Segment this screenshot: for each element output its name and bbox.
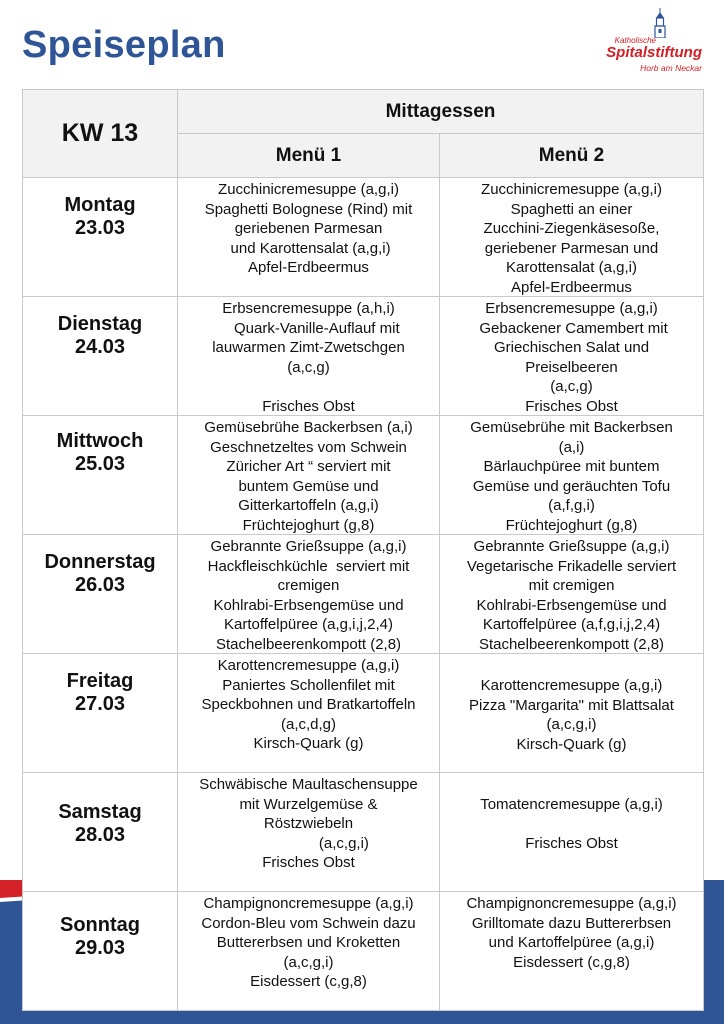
menu-line: Champignoncremesuppe (a,g,i) — [203, 895, 414, 912]
menu2-cell — [440, 892, 704, 1011]
meal-header: Mittagessen — [178, 90, 704, 134]
logo-line-3: Horb am Neckar — [640, 63, 702, 73]
menu-line: mit cremigen — [528, 577, 615, 595]
menu-line: Hackfleischküchle serviert mit — [207, 557, 410, 575]
menu-line: Erbsencremesuppe (a,h,i) — [222, 300, 395, 317]
menu-line: Karottensalat (a,g,i) — [506, 259, 637, 277]
menu-line: Karottencremesuppe (a,g,i) — [217, 657, 400, 674]
menu-table — [22, 89, 704, 1011]
menu-line: Frisches Obst — [262, 854, 355, 872]
menu-line: Gemüsebrühe Backerbsen (a,i) — [204, 419, 413, 436]
day-label — [23, 297, 178, 416]
menu2-cell — [440, 416, 704, 535]
week-label: KW 13 — [23, 90, 178, 178]
menu-line: Vegetarische Frikadelle serviert — [466, 557, 677, 575]
menu-line: mit Wurzelgemüse & — [239, 795, 378, 813]
day-date: 24.03 — [74, 336, 126, 358]
day-row-montag — [23, 178, 704, 297]
menu-line: Gebackener Camembert mit — [475, 319, 668, 337]
menu-line: Früchtejoghurt (g,8) — [242, 516, 375, 534]
menu1-header: Menü 1 — [178, 134, 440, 178]
menu-line — [440, 815, 703, 835]
menu-line: Eisdessert (c,g,8) — [513, 953, 630, 971]
day-date: 28.03 — [74, 824, 126, 846]
menu1-cell — [178, 535, 440, 654]
menu-line: lauwarmen Zimt-Zwetschgen — [212, 339, 405, 357]
menu-line: Kirsch-Quark (g) — [516, 735, 627, 753]
menu2-cell — [440, 178, 704, 297]
menu-line: Zucchinicremesuppe (a,g,i) — [481, 181, 662, 198]
menu1-cell — [178, 892, 440, 1011]
day-date: 26.03 — [74, 574, 126, 596]
day-label — [23, 773, 178, 892]
menu-line: Tomatencremesuppe (a,g,i) — [480, 796, 663, 813]
menu-line: Buttererbsen und Kroketten — [216, 934, 401, 952]
day-row-dienstag — [23, 297, 704, 416]
menu1-cell — [178, 416, 440, 535]
day-name: Samstag — [58, 801, 142, 823]
menu-line: (a,c,g,i) — [546, 716, 597, 734]
menu-line: Preiselbeeren — [525, 358, 618, 376]
menu-line: Gitterkartoffeln (a,g,i) — [238, 497, 379, 515]
day-row-mittwoch — [23, 416, 704, 535]
menu-line: Gemüse und geräuchten Tofu — [472, 477, 671, 495]
menu-line: Apfel-Erdbeermus — [511, 278, 632, 296]
menu-line: Kirsch-Quark (g) — [253, 735, 364, 753]
menu-line: Kartoffelpüree (a,g,i,j,2,4) — [224, 616, 393, 634]
menu1-cell — [178, 178, 440, 297]
day-row-donnerstag — [23, 535, 704, 654]
logo-line-1: Katholische — [614, 36, 656, 45]
menu-line: geriebenen Parmesan — [234, 220, 383, 238]
menu-line: (a,c,d,g) — [280, 715, 337, 733]
menu-line: Paniertes Schollenfilet mit — [222, 676, 395, 694]
menu-line: Frisches Obst — [525, 397, 618, 415]
day-date: 29.03 — [74, 937, 126, 959]
day-date: 25.03 — [74, 453, 126, 475]
menu-line: Züricher Art “ serviert mit — [226, 458, 391, 476]
menu-line: Stachelbeerenkompott (2,8) — [478, 635, 665, 653]
menu-line: geriebener Parmesan und — [484, 239, 659, 257]
menu-line: Cordon-Bleu vom Schwein dazu — [201, 914, 416, 932]
menu-line: Champignoncremesuppe (a,g,i) — [466, 895, 677, 912]
menu-line: und Karottensalat (a,g,i) — [226, 239, 391, 257]
day-name: Montag — [64, 194, 136, 216]
day-row-freitag — [23, 654, 704, 773]
menu-line: Kohlrabi-Erbsengemüse und — [476, 596, 667, 614]
menu-line: Bärlauchpüree mit buntem — [483, 458, 660, 476]
menu-line: Frisches Obst — [525, 835, 618, 853]
menu-line: cremigen — [277, 577, 340, 595]
menu-line: (a,c,g,i) — [248, 834, 369, 852]
day-row-samstag — [23, 773, 704, 892]
menu-line — [178, 377, 439, 397]
menu-line: Stachelbeerenkompott (2,8) — [215, 635, 402, 653]
menu-line: und Kartoffelpüree (a,g,i) — [488, 934, 655, 952]
day-name: Donnerstag — [44, 551, 156, 573]
menu-line: Röstzwiebeln — [263, 815, 354, 833]
day-label — [23, 416, 178, 535]
menu2-cell — [440, 773, 704, 892]
menu-line: (a,c,g) — [287, 358, 330, 376]
menu-line: Eisdessert (c,g,8) — [250, 973, 367, 991]
menu-line: (a,f,g,i) — [548, 497, 595, 515]
menu-line: Schwäbische Maultaschensuppe — [199, 776, 418, 793]
menu-line: Speckbohnen und Bratkartoffeln — [201, 696, 416, 714]
menu-line: (a,c,g,i) — [283, 953, 334, 971]
menu-line: Erbsencremesuppe (a,g,i) — [485, 300, 658, 317]
day-date: 23.03 — [74, 217, 126, 239]
menu-line: Frisches Obst — [262, 397, 355, 415]
day-label — [23, 892, 178, 1011]
logo-line-2: Spitalstiftung — [606, 44, 702, 61]
menu1-cell — [178, 773, 440, 892]
day-row-sonntag — [23, 892, 704, 1011]
menu-line: (a,c,g) — [550, 378, 593, 396]
menu-line: Gebrannte Grießsuppe (a,g,i) — [210, 538, 407, 555]
day-label — [23, 535, 178, 654]
church-tower-icon — [652, 8, 668, 38]
logo — [590, 8, 702, 78]
menu-line: Zucchinicremesuppe (a,g,i) — [218, 181, 399, 198]
menu-line: Früchtejoghurt (g,8) — [505, 516, 638, 534]
menu1-cell — [178, 297, 440, 416]
day-date: 27.03 — [74, 693, 126, 715]
menu-line: buntem Gemüse und — [238, 477, 379, 495]
menu-line: Kartoffelpüree (a,f,g,i,j,2,4) — [482, 616, 661, 634]
day-label — [23, 178, 178, 297]
menu-line: Karottencremesuppe (a,g,i) — [480, 677, 663, 694]
menu-line: Spaghetti Bolognese (Rind) mit — [204, 200, 413, 218]
day-name: Sonntag — [60, 914, 140, 936]
menu2-header: Menü 2 — [440, 134, 704, 178]
menu-line: Gemüsebrühe mit Backerbsen — [470, 419, 673, 436]
day-name: Freitag — [66, 670, 134, 692]
menu-line: Zucchini-Ziegenkäsesoße, — [483, 220, 660, 238]
menu2-cell — [440, 535, 704, 654]
menu2-cell — [440, 297, 704, 416]
menu-line: Grilltomate dazu Buttererbsen — [471, 914, 672, 932]
day-name: Dienstag — [57, 313, 143, 335]
menu-line: Gebrannte Grießsuppe (a,g,i) — [473, 538, 670, 555]
menu-line: Apfel-Erdbeermus — [248, 259, 369, 277]
menu2-cell — [440, 654, 704, 773]
menu-line: Kohlrabi-Erbsengemüse und — [213, 596, 404, 614]
menu-line: Quark-Vanille-Auflauf mit — [217, 319, 400, 337]
menu-line: Geschnetzeltes vom Schwein — [210, 438, 407, 456]
menu-line: Spaghetti an einer — [510, 200, 633, 218]
menu-line: Pizza "Margarita" mit Blattsalat — [469, 696, 674, 714]
day-label — [23, 654, 178, 773]
menu-line: (a,i) — [558, 438, 585, 456]
page-title: Speiseplan — [22, 24, 226, 66]
menu-line: Griechischen Salat und — [493, 339, 650, 357]
day-name: Mittwoch — [56, 430, 144, 452]
menu1-cell — [178, 654, 440, 773]
